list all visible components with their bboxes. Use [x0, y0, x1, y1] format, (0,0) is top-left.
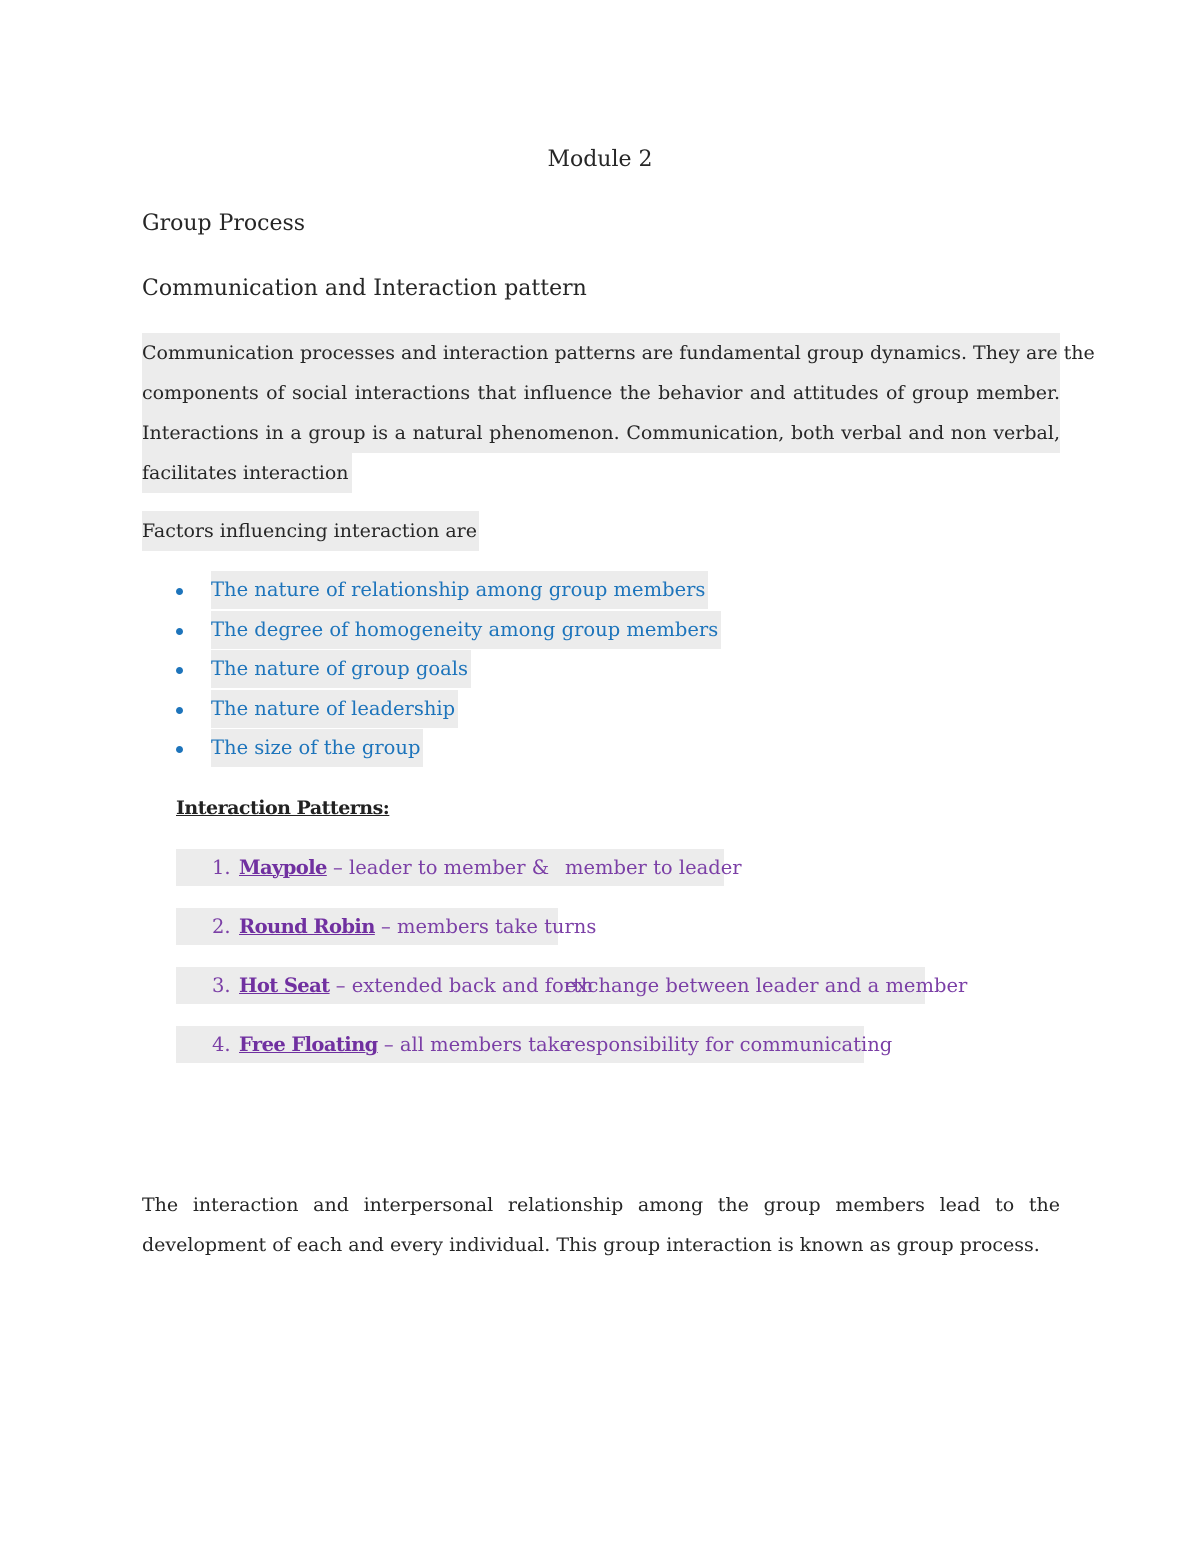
pattern-item-round-robin [176, 908, 597, 945]
page-title: Module 2 [547, 147, 653, 172]
pattern-body [239, 1026, 571, 1063]
pattern-description: – leader to member & [326, 856, 550, 879]
pattern-name: Free Floating [239, 1033, 378, 1056]
list-item-text: The nature of relationship among group members [211, 571, 708, 609]
paragraph-line: facilitates interaction [142, 453, 352, 493]
pattern-body [239, 908, 596, 945]
pattern-name: Hot Seat [239, 974, 330, 997]
section-heading-communication: Communication and Interaction pattern [142, 276, 587, 301]
list-item-text: The degree of homogeneity among group members [211, 611, 721, 649]
pattern-item-free-floating [176, 1026, 893, 1063]
list-item-text: The size of the group [211, 729, 423, 767]
bullet-icon [176, 746, 183, 753]
pattern-tail: responsibility for communicating [565, 1033, 893, 1056]
pattern-number: 3. [212, 974, 231, 997]
factors-intro: Factors influencing interaction are [142, 511, 479, 551]
list-item-text: The nature of group goals [211, 650, 471, 688]
pattern-description: – members take turns [374, 915, 597, 938]
bullet-icon [176, 628, 183, 635]
pattern-description: – extended back and forth [329, 974, 594, 997]
paragraph-line: Communication processes and interaction patterns are fundamental group dynamics. They are the [142, 333, 1060, 373]
bullet-icon [176, 667, 183, 674]
pattern-tail: exchange between leader and a member [565, 974, 968, 997]
pattern-body [239, 967, 593, 1004]
pattern-number: 2. [212, 915, 231, 938]
bullet-icon [176, 588, 183, 595]
paragraph-line: Interactions in a group is a natural phenomenon. Communication, both verbal and non verbal, [142, 413, 1060, 453]
pattern-tail: member to leader [565, 856, 742, 879]
paragraph-line: components of social interactions that influence the behavior and attitudes of group member. [142, 373, 1060, 413]
pattern-item-hot-seat [176, 967, 968, 1004]
pattern-name: Round Robin [239, 915, 375, 938]
paragraph-line: The interaction and interpersonal relationship among the group members lead to the [142, 1194, 1060, 1216]
pattern-body [239, 849, 549, 886]
closing-paragraph [142, 1185, 1060, 1265]
interaction-patterns-heading: Interaction Patterns: [176, 797, 390, 819]
pattern-description: – all members take [377, 1033, 572, 1056]
intro-paragraph [142, 333, 1095, 493]
pattern-item-maypole [176, 849, 742, 886]
bullet-icon [176, 707, 183, 714]
pattern-number: 1. [212, 856, 231, 879]
section-heading-group-process: Group Process [142, 211, 306, 236]
pattern-name: Maypole [239, 856, 327, 879]
list-item-text: The nature of leadership [211, 690, 458, 728]
paragraph-line: development of each and every individual. This group interaction is known as group process. [142, 1234, 1040, 1256]
pattern-number: 4. [212, 1033, 231, 1056]
